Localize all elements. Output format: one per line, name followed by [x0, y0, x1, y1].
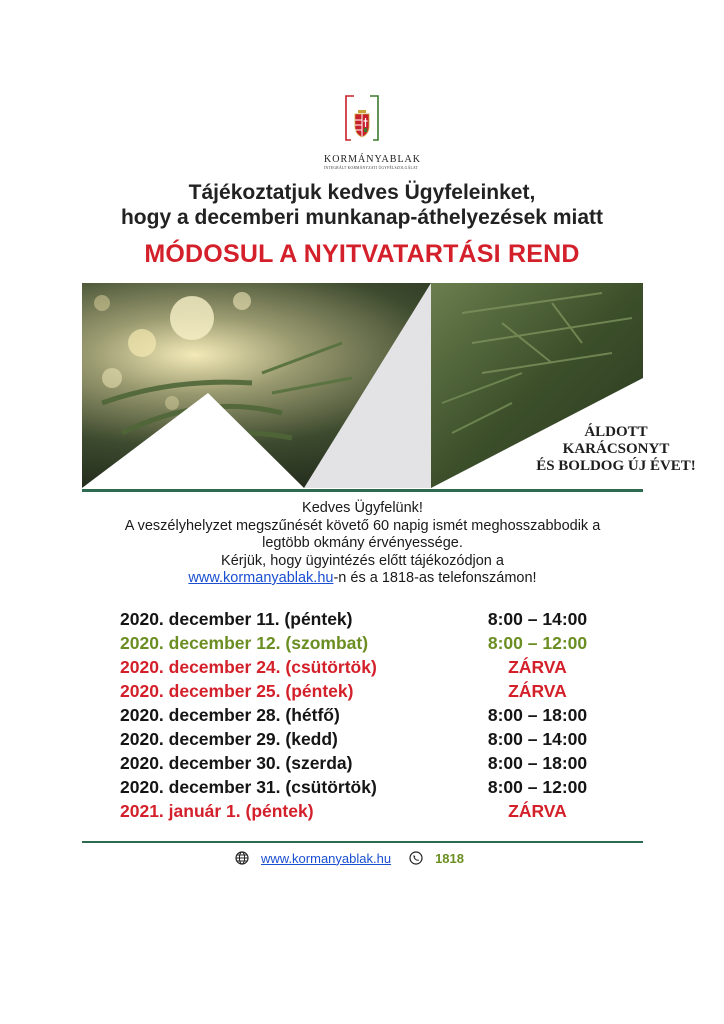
greeting-line-2: KARÁCSONYT — [562, 441, 670, 457]
info-salutation: Kedves Ügyfelünk! — [302, 500, 423, 516]
schedule-date: 2020. december 12. (szombat) — [120, 633, 369, 653]
schedule-hours: 8:00 – 14:00 — [487, 609, 588, 629]
schedule-row — [120, 631, 610, 655]
kormanyablak-logo — [324, 96, 422, 170]
opening-hours-schedule — [120, 607, 610, 823]
schedule-hours: ZÁRVA — [508, 681, 567, 701]
logo-title: KORMÁNYABLAK — [324, 154, 422, 165]
info-paragraph — [82, 500, 643, 588]
schedule-date: 2020. december 28. (hétfő) — [120, 705, 340, 725]
greeting-text — [522, 424, 710, 475]
info-line-1: A veszélyhelyzet megszűnését követő 60 napig ismét meghosszabbodik a — [124, 517, 601, 534]
info-line-2: legtöbb okmány érvényessége. — [262, 535, 463, 551]
schedule-hours: ZÁRVA — [508, 657, 567, 677]
intro-line-2: hogy a decemberi munkanap-áthelyezések miatt — [120, 206, 603, 229]
intro-line-1: Tájékoztatjuk kedves Ügyfeleinket, — [188, 181, 536, 204]
info-line-3: Kérjük, hogy ügyintézés előtt tájékozódjon a — [221, 552, 504, 569]
headline: MÓDOSUL A NYITVATARTÁSI REND — [144, 240, 580, 268]
footer-website-link[interactable]: www.kormanyablak.hu — [261, 850, 392, 866]
schedule-hours: 8:00 – 18:00 — [487, 705, 588, 725]
schedule-row — [120, 727, 610, 751]
schedule-row — [120, 655, 610, 679]
schedule-row — [120, 679, 610, 703]
schedule-date: 2020. december 25. (péntek) — [120, 681, 354, 701]
schedule-date: 2021. január 1. (péntek) — [120, 801, 314, 821]
logo-subtitle: INTEGRÁLT KORMÁNYZATI ÜGYFÉLSZOLGÁLAT — [324, 166, 418, 170]
divider-bottom — [82, 841, 643, 843]
footer-contact — [235, 848, 464, 868]
info-website-link[interactable]: www.kormanyablak.hu — [188, 570, 334, 586]
schedule-row — [120, 607, 610, 631]
footer-phone-number[interactable]: 1818 — [435, 850, 464, 866]
info-line-4 — [82, 570, 643, 588]
schedule-hours: ZÁRVA — [508, 801, 567, 821]
schedule-date: 2020. december 24. (csütörtök) — [120, 657, 377, 677]
schedule-date: 2020. december 30. (szerda) — [120, 753, 353, 773]
schedule-hours: 8:00 – 14:00 — [487, 729, 588, 749]
schedule-date: 2020. december 31. (csütörtök) — [120, 777, 377, 797]
globe-icon — [235, 851, 249, 865]
christmas-banner — [82, 283, 696, 488]
greeting-line-1: ÁLDOTT — [584, 424, 648, 440]
greeting-line-3: ÉS BOLDOG ÚJ ÉVET! — [536, 458, 696, 474]
schedule-row — [120, 799, 610, 823]
schedule-hours: 8:00 – 12:00 — [487, 633, 588, 653]
schedule-row — [120, 703, 610, 727]
phone-icon — [409, 851, 423, 865]
divider-top — [82, 489, 643, 492]
schedule-date: 2020. december 11. (péntek) — [120, 609, 353, 629]
info-line-4-suffix: -n és a 1818-as telefonszámon! — [333, 570, 537, 586]
schedule-hours: 8:00 – 18:00 — [487, 753, 588, 773]
schedule-row — [120, 775, 610, 799]
coat-of-arms-icon — [345, 96, 379, 150]
schedule-row — [120, 751, 610, 775]
schedule-hours: 8:00 – 12:00 — [487, 777, 588, 797]
schedule-date: 2020. december 29. (kedd) — [120, 729, 338, 749]
